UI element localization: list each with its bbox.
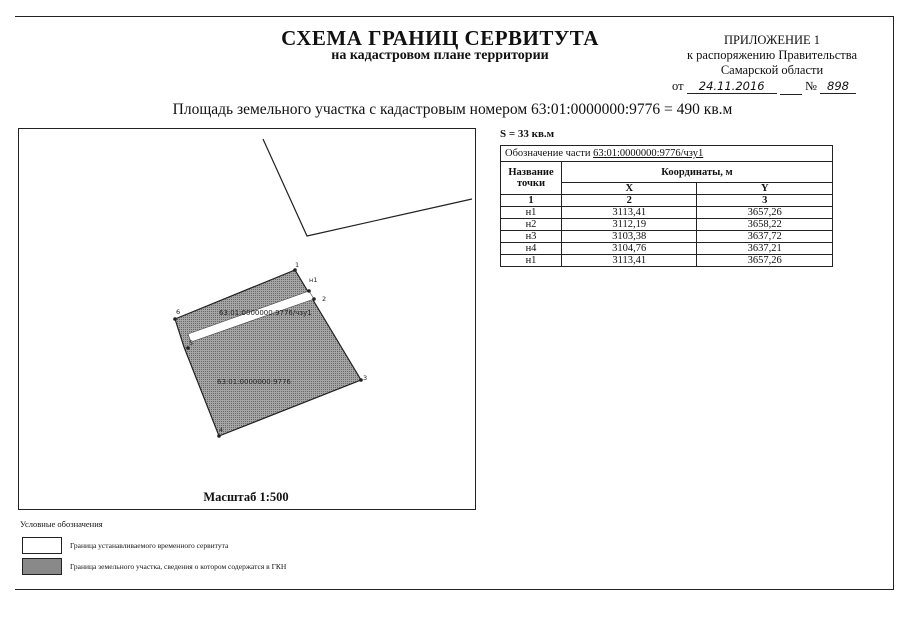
map-point-label: 1: [295, 261, 300, 269]
x-cell: 3104,76: [562, 243, 697, 255]
column-number: 1: [501, 195, 562, 207]
neighbor-boundary-line: [263, 139, 472, 236]
table-row: [501, 231, 833, 243]
point-name-cell: н2: [501, 219, 562, 231]
cadastral-map: [19, 129, 475, 509]
column-number: 2: [562, 195, 697, 207]
y-cell: 3637,72: [697, 231, 833, 243]
caption-code: 63:01:0000000:9776/чзу1: [593, 148, 704, 159]
legend-swatch-parcel: [22, 558, 62, 575]
header-coordinates: Координаты, м: [562, 162, 833, 183]
coordinates-table: [500, 145, 833, 267]
x-cell: 3103,38: [562, 231, 697, 243]
table-row: [501, 207, 833, 219]
map-point-label: 4: [219, 426, 224, 434]
table-row: [501, 243, 833, 255]
map-point-label: 2: [322, 295, 327, 303]
map-frame: [18, 128, 476, 510]
point-name-cell: н4: [501, 243, 562, 255]
date-prefix: от: [672, 79, 684, 93]
legend-title: Условные обозначения: [20, 519, 103, 529]
parcel-label: 63:01:0000000:9776: [217, 378, 291, 386]
x-cell: 3113,41: [562, 255, 697, 267]
point-name-cell: н3: [501, 231, 562, 243]
map-point-marker: [217, 434, 221, 438]
map-point-marker: [312, 297, 316, 301]
map-point-label: 5: [189, 339, 194, 347]
map-scale: Масштаб 1:500: [203, 490, 289, 504]
legend-text: Граница устанавливаемого временного сервитута: [70, 541, 229, 550]
date-line: [672, 79, 887, 95]
appendix-line: Самарской области: [720, 63, 824, 77]
y-cell: 3637,21: [697, 243, 833, 255]
table-numbering-row: [501, 195, 833, 207]
table-caption: [501, 146, 833, 162]
number-prefix: №: [804, 79, 817, 93]
map-point-label: 6: [176, 308, 181, 316]
point-name-cell: н1: [501, 207, 562, 219]
number-value: 898: [820, 79, 856, 94]
map-point-label: 3: [363, 374, 368, 382]
point-name-cell: н1: [501, 255, 562, 267]
parcel-polygon: [175, 270, 361, 436]
date-value: 24.11.2016: [687, 79, 777, 94]
y-cell: 3657,26: [697, 255, 833, 267]
map-point-label: н1: [309, 276, 318, 284]
x-cell: 3113,41: [562, 207, 697, 219]
table-caption-row: [501, 146, 833, 162]
caption-prefix: Обозначение части: [505, 148, 591, 159]
table-row: [501, 219, 833, 231]
area-statement: Площадь земельного участка с кадастровым номером 63:01:0000000:9776 = 490 кв.м: [172, 101, 733, 118]
legend-text: Граница земельного участка, сведения о котором содержатся в ГКН: [70, 562, 287, 571]
date-filler: [780, 79, 802, 95]
column-number: 3: [697, 195, 833, 207]
header-y: Y: [697, 183, 833, 195]
appendix-line: к распоряжению Правительства: [686, 48, 857, 62]
legend-swatch-servitude: [22, 537, 62, 554]
header-point-name: Название точки: [501, 162, 562, 195]
table-row: [501, 255, 833, 267]
y-cell: 3658,22: [697, 219, 833, 231]
y-cell: 3657,26: [697, 207, 833, 219]
document-title: СХЕМА ГРАНИЦ СЕРВИТУТА: [281, 26, 599, 50]
servitude-area-label: S = 33 кв.м: [500, 128, 555, 140]
map-point-marker: [173, 317, 177, 321]
appendix-block: [662, 33, 882, 78]
map-point-marker: [307, 289, 311, 293]
document-subtitle: на кадастровом плане территории: [331, 48, 549, 63]
table-header-row: [501, 162, 833, 183]
x-cell: 3112,19: [562, 219, 697, 231]
appendix-line: ПРИЛОЖЕНИЕ 1: [723, 33, 821, 47]
servitude-label: 63:01:0000000:9776/чзу1: [219, 309, 312, 317]
header-x: X: [562, 183, 697, 195]
